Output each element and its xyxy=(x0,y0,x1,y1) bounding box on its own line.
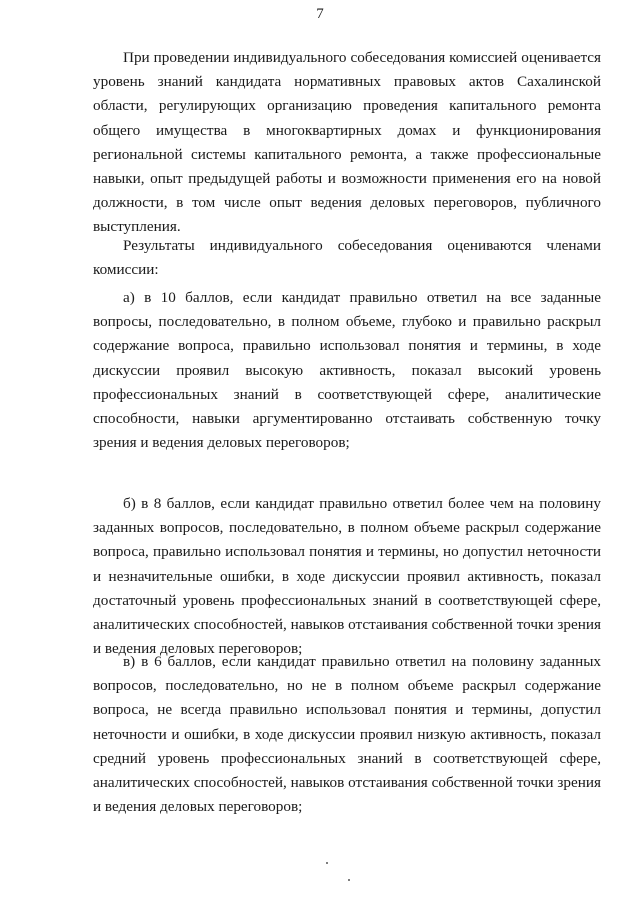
paragraph-text: а) в 10 баллов, если кандидат правильно ответил на все заданные вопросы, последовательно, в полном объеме, глубоко и правильно раскрыл содержание вопроса, правильно использовал понятия и термины, в ходе дискуссии проявил высокую активность, показал высокий уровень профессиональных знаний в соответствующей сфере, аналитические способности, навыки аргументированно отстаивать собственную точку зрения и ведения деловых переговоров; xyxy=(93,289,601,452)
page-number: 7 xyxy=(316,6,324,22)
paragraph-text: Результаты индивидуального собеседования оцениваются членами комиссии: xyxy=(93,237,601,279)
list-item-6-points xyxy=(93,650,601,819)
list-item-10-points xyxy=(93,286,601,455)
paragraph-interview-assessment xyxy=(93,46,601,240)
list-item-8-points xyxy=(93,492,601,661)
paragraph-text: При проведении индивидуального собеседования комиссией оценивается уровень знаний кандидата нормативных правовых актов Сахалинской области, регулирующих организацию проведения капитального ремонта общего имущества в многоквартирных домах и функционирования региональной системы капитального ремонта, а также профессиональные навыки, опыт предыдущей работы и возможности применения его на новой должности, в том числе опыт ведения деловых переговоров, публичного выступления. xyxy=(93,49,601,236)
scan-speck xyxy=(348,879,350,881)
paragraph-text: б) в 8 баллов, если кандидат правильно ответил более чем на половину заданных вопросов, последовательно, в полном объеме раскрыл содержание вопроса, правильно использовал понятия и термины, но допустил неточности и незначительные ошибки, в ходе дискуссии проявил активность, показал достаточный уровень профессиональных знаний в соответствующей сфере, аналитических способностей, навыков отстаивания собственной точки зрения и ведения деловых переговоров; xyxy=(93,495,601,658)
paragraph-text: в) в 6 баллов, если кандидат правильно ответил на половину заданных вопросов, последовательно, но не в полном объеме раскрыл содержание вопроса, не всегда правильно использовал понятия и термины, допустил неточности и ошибки, в ходе дискуссии проявил низкую активность, показал средний уровень профессиональных знаний в соответствующей сфере, аналитических способностей, навыков отстаивания собственной точки зрения и ведения деловых переговоров; xyxy=(93,653,601,816)
paragraph-results-intro xyxy=(93,234,601,282)
scan-speck xyxy=(326,862,328,864)
